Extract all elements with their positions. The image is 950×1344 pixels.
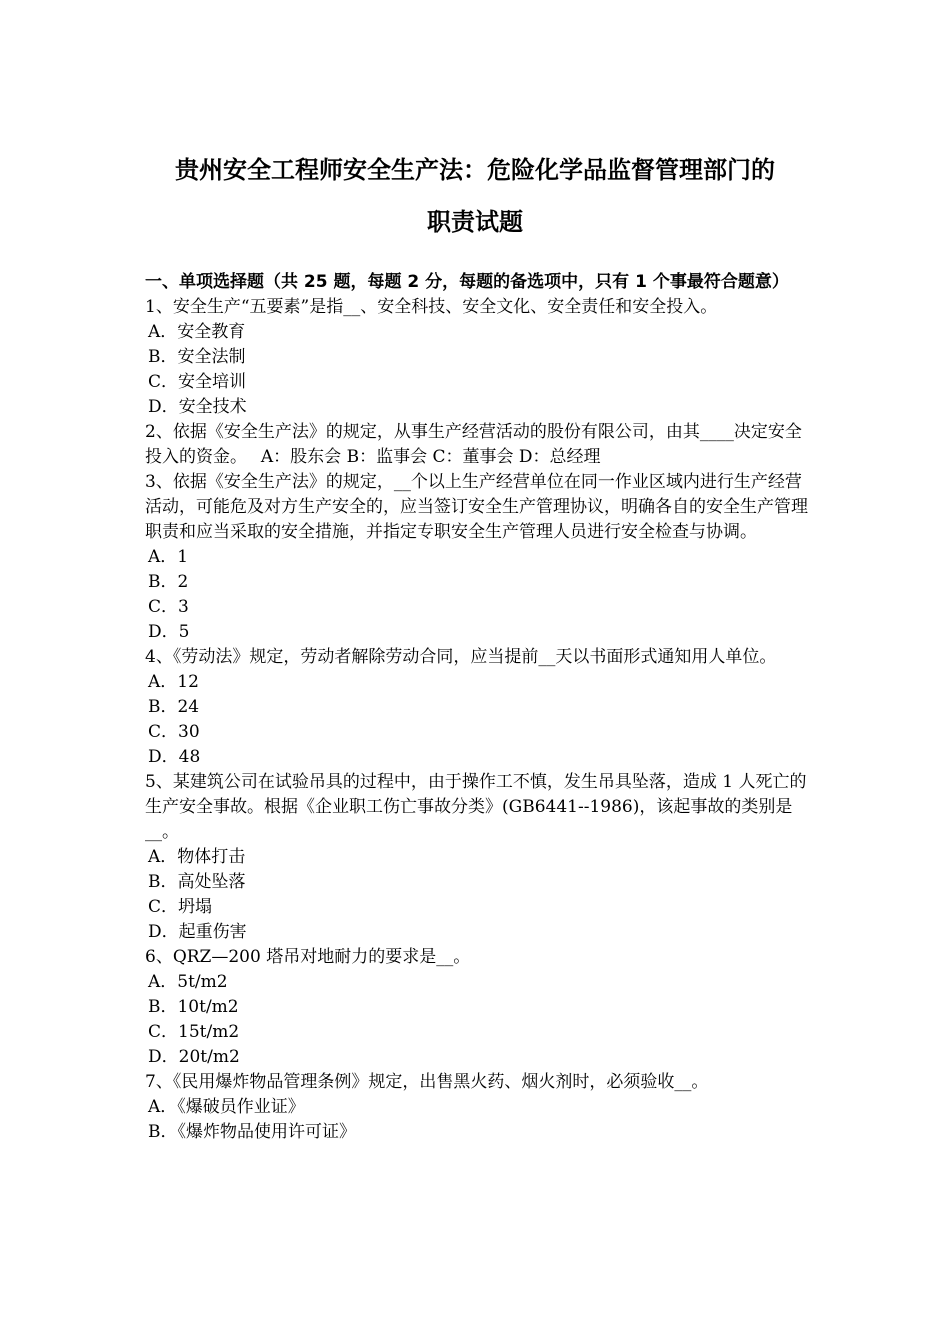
question-1-option-c: C．安全培训 bbox=[148, 372, 247, 392]
question-1-option-a: A．安全教育 bbox=[148, 322, 246, 342]
question-4: 4、《劳动法》规定，劳动者解除劳动合同，应当提前__天以书面形式通知用人单位。 bbox=[145, 647, 777, 667]
question-4-option-b: B．24 bbox=[148, 697, 200, 717]
question-5-option-a: A．物体打击 bbox=[148, 847, 246, 867]
question-5-option-b: B．高处坠落 bbox=[148, 872, 246, 892]
question-7-option-a: A．《爆破员作业证》 bbox=[148, 1097, 305, 1117]
question-6-option-b: B．10t/m2 bbox=[148, 997, 239, 1017]
question-1-option-b: B．安全法制 bbox=[148, 347, 246, 367]
question-7-option-b: B．《爆炸物品使用许可证》 bbox=[148, 1122, 356, 1142]
section-heading: 一、单项选择题（共 25 题，每题 2 分，每题的备选项中，只有 1 个事最符合题意） bbox=[145, 272, 789, 292]
document-body bbox=[145, 270, 810, 1145]
question-1: 1、安全生产“五要素”是指__、安全科技、安全文化、安全责任和安全投入。 bbox=[145, 297, 718, 317]
question-3-option-a: A．1 bbox=[148, 547, 189, 567]
question-6-option-c: C．15t/m2 bbox=[148, 1022, 240, 1042]
question-3-option-d: D．5 bbox=[148, 622, 190, 642]
question-4-option-a: A．12 bbox=[148, 672, 199, 692]
question-5: 5、某建筑公司在试验吊具的过程中，由于操作工不慎，发生吊具坠落，造成 1 人死亡的生产安全事故。根据《企业职工伤亡事故分类》(GB6441--1986)，该起事故的类别是__。 bbox=[145, 772, 807, 842]
question-6-option-d: D．20t/m2 bbox=[148, 1047, 240, 1067]
question-4-option-d: D．48 bbox=[148, 747, 201, 767]
question-5-option-d: D．起重伤害 bbox=[148, 922, 247, 942]
question-6-option-a: A．5t/m2 bbox=[148, 972, 228, 992]
question-4-option-c: C．30 bbox=[148, 722, 200, 742]
question-6: 6、QRZ—200 塔吊对地耐力的要求是__。 bbox=[145, 947, 471, 967]
question-3: 3、依据《安全生产法》的规定，__个以上生产经营单位在同一作业区域内进行生产经营活动，可能危及对方生产安全的，应当签订安全生产管理协议，明确各自的安全生产管理职责和应当采取的安全措施，并指定专职安全生产管理人员进行安全检查与协调。 bbox=[145, 472, 808, 542]
question-5-option-c: C．坍塌 bbox=[148, 897, 213, 917]
question-1-option-d: D．安全技术 bbox=[148, 397, 247, 417]
question-3-option-c: C．3 bbox=[148, 597, 189, 617]
document-title-line-2: 职责试题 bbox=[427, 208, 523, 236]
question-7: 7、《民用爆炸物品管理条例》规定，出售黑火药、烟火剂时，必须验收__。 bbox=[145, 1072, 709, 1092]
question-2: 2、依据《安全生产法》的规定，从事生产经营活动的股份有限公司，由其____决定安全投入的资金。 A：股东会 B：监事会 C：董事会 D：总经理 bbox=[145, 422, 802, 467]
document-title-line-1: 贵州安全工程师安全生产法：危险化学品监督管理部门的 bbox=[175, 156, 775, 184]
question-3-option-b: B．2 bbox=[148, 572, 189, 592]
